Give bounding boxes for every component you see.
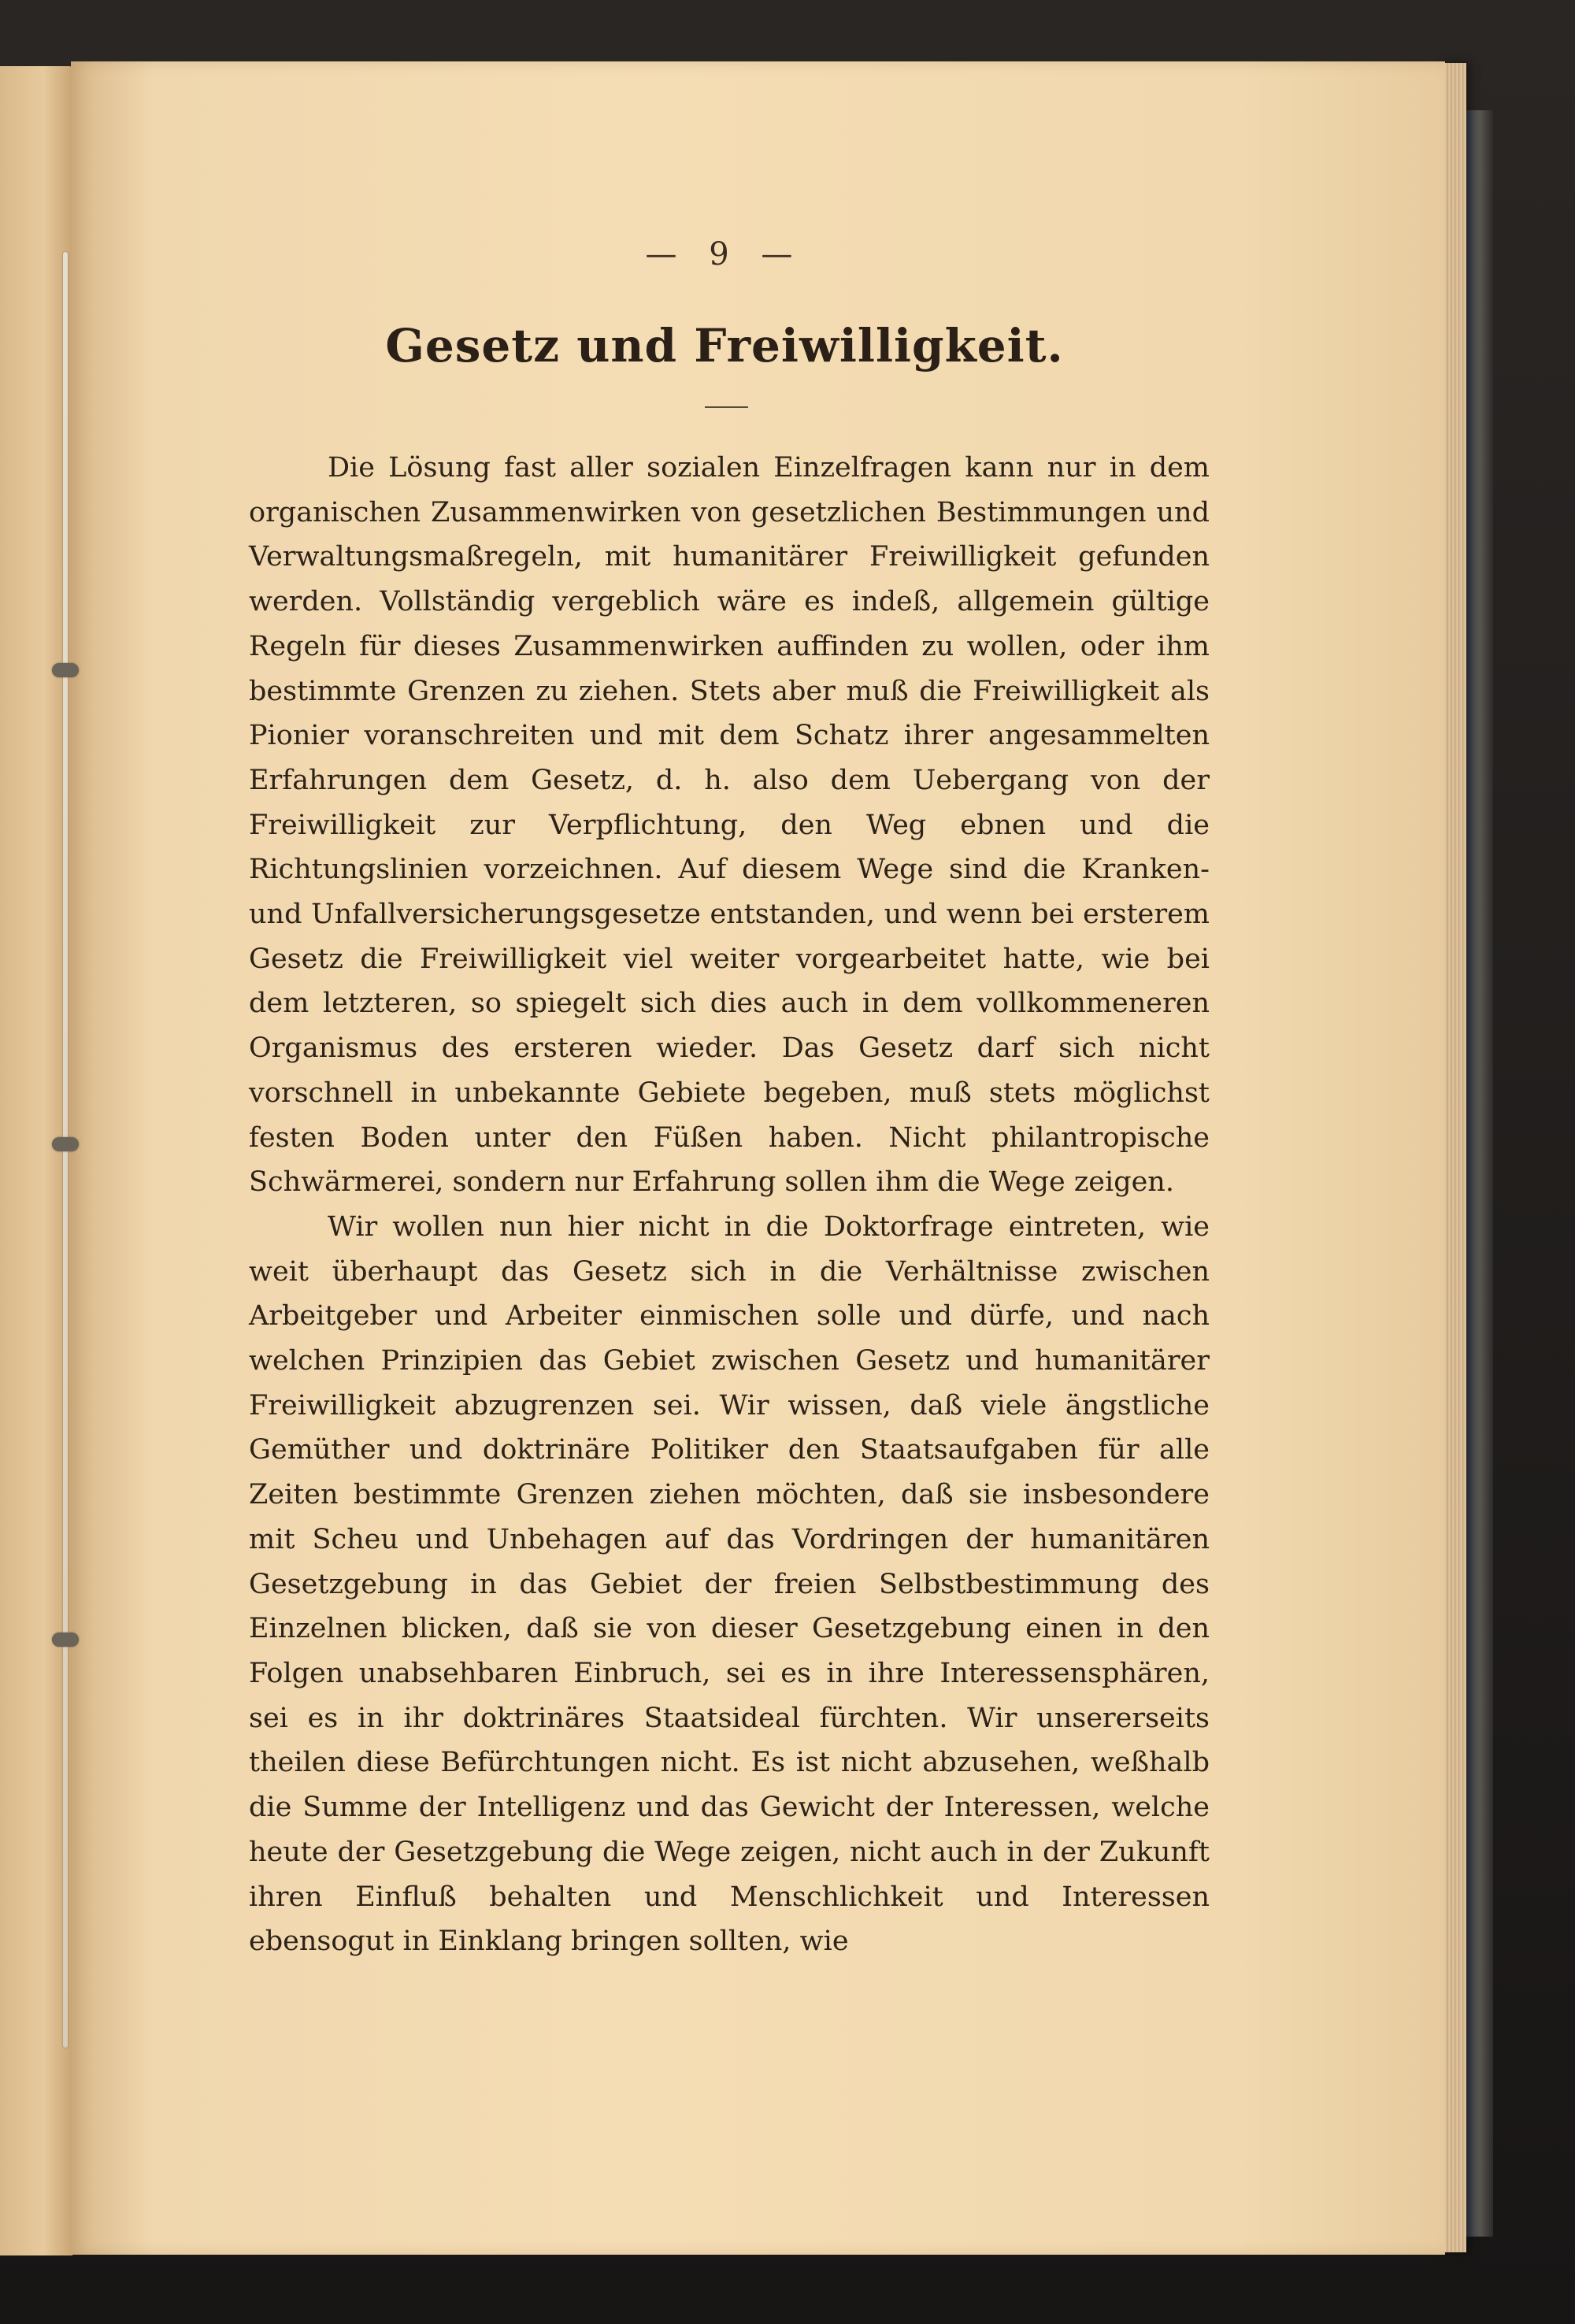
page-number: — 9 — xyxy=(645,236,804,272)
paragraph: Wir wollen nun hier nicht in die Doktorfrage eintreten, wie weit überhaupt das Gesetz sich in die Verhältnisse zwischen Arbeitgeber und Arbeiter einmischen solle und dürfe, und nach welchen Prinzipien das Gebiet zwischen Gesetz und humanitärer Freiwilligkeit abzugrenzen sei. Wir wissen, daß viele ängstliche Gemüther und doktrinäre Politiker den Staatsaufgaben für alle Zeiten bestimmte Grenzen ziehen möchten, daß sie insbesondere mit Scheu und Unbehagen auf das Vordringen der humanitären Gesetzgebung in das Gebiet der freien Selbstbestimmung des Einzelnen blicken, daß sie von dieser Gesetzgebung einen in den Folgen unabsehbaren Einbruch, sei es in ihre Interessensphären, sei es in ihr doktrinäres Staatsideal fürchten. Wir unsererseits theilen diese Befürchtungen nicht. Es ist nicht abzusehen, weßhalb die Summe der Intelligenz und das Gewicht der Interessen, welche heute der Gesetzgebung die Wege zeigen, nicht auch in der Zukunft ihren Einfluß behalten und Menschlichkeit und Interessen ebensogut in Einklang bringen sollten, wie xyxy=(249,1210,1210,1958)
title-rule xyxy=(705,406,748,408)
body-text xyxy=(249,446,1210,1964)
paragraph: Die Lösung fast aller sozialen Einzelfragen kann nur in dem organischen Zusammenwirken von gesetzlichen Bestimmungen und Verwaltungsmaßregeln, mit humanitärer Freiwilligkeit gefunden werden. Vollständig vergeblich wäre es indeß, allgemein gültige Regeln für dieses Zusammenwirken auffinden zu wollen, oder ihm bestimmte Grenzen zu ziehen. Stets aber muß die Freiwilligkeit als Pionier voranschreiten und mit dem Schatz ihrer angesammelten Erfahrungen dem Gesetz, d. h. also dem Uebergang von der Freiwilligkeit zur Verpflichtung, den Weg ebnen und die Richtungslinien vorzeichnen. Auf diesem Wege sind die Kranken- und Unfallversicherungsgesetze entstanden, und wenn bei ersterem Gesetz die Freiwilligkeit viel weiter vorgearbeitet hatte, wie bei dem letzteren, so spiegelt sich dies auch in dem vollkommeneren Organismus des ersteren wieder. Das Gesetz darf sich nicht vorschnell in unbekannte Gebiete begeben, muß stets möglichst festen Boden unter den Füßen haben. Nicht philantropische Schwärmerei, sondern nur Erfahrung sollen ihm die Wege zeigen. xyxy=(249,452,1210,1199)
left-page-margin xyxy=(0,66,72,2255)
binding-stitch xyxy=(52,1633,79,1647)
book-cover-edge xyxy=(1466,110,1493,2237)
binding-stitch xyxy=(52,663,79,677)
chapter-title: Gesetz und Freiwilligkeit. xyxy=(385,319,1064,373)
binding-stitch xyxy=(52,1137,79,1151)
